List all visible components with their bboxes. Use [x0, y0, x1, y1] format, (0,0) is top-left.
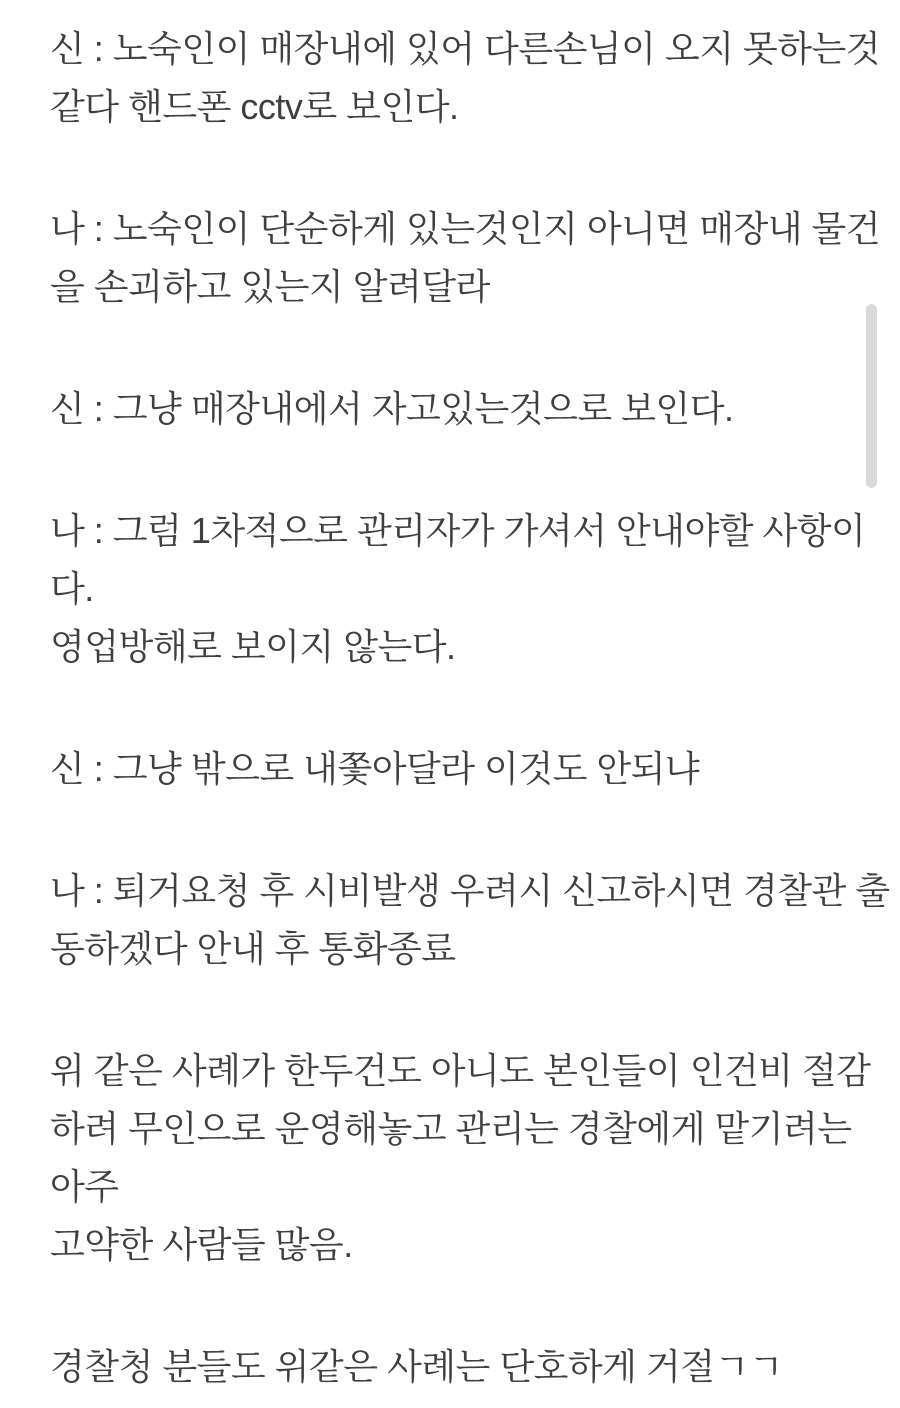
text-line: 다. [50, 568, 94, 609]
text-line: 나 : 노숙인이 단순하게 있는것인지 아니면 매장내 물건 [50, 208, 881, 249]
text-line: 나 : 퇴거요청 후 시비발생 우려시 신고하시면 경찰관 출 [50, 870, 890, 911]
paragraph [50, 20, 881, 136]
scrollbar-thumb[interactable] [866, 304, 877, 488]
text-line: 영업방해로 보이지 않는다. [50, 626, 456, 667]
text-line: 경찰청 분들도 위같은 사례는 단호하게 거절ㄱㄱ [50, 1346, 784, 1387]
paragraph [50, 502, 866, 676]
paragraph [50, 200, 881, 316]
paragraph [50, 740, 862, 798]
text-line: 신 : 노숙인이 매장내에 있어 다른손님이 오지 못하는것 [50, 28, 881, 69]
paragraph [50, 1338, 862, 1396]
text-line: 아주 [50, 1166, 119, 1207]
text-line: 고약한 사람들 많음. [50, 1224, 353, 1265]
paragraph [50, 862, 890, 978]
text-line: 신 : 그냥 매장내에서 자고있는것으로 보인다. [50, 388, 734, 429]
text-line: 같다 핸드폰 cctv로 보인다. [50, 86, 459, 127]
text-line: 신 : 그냥 밖으로 내쫓아달라 이것도 안되냐 [50, 748, 700, 789]
post-body [50, 20, 890, 1396]
paragraph [50, 380, 862, 438]
text-line: 을 손괴하고 있는지 알려달라 [50, 266, 490, 307]
text-line: 나 : 그럼 1차적으로 관리자가 가셔서 안내야할 사항이 [50, 510, 866, 551]
paragraph [50, 1042, 871, 1274]
text-line: 동하겠다 안내 후 통화종료 [50, 928, 456, 969]
text-line: 위 같은 사례가 한두건도 아니도 본인들이 인건비 절감 [50, 1050, 871, 1091]
text-line: 하려 무인으로 운영해놓고 관리는 경찰에게 맡기려는 [50, 1108, 852, 1149]
